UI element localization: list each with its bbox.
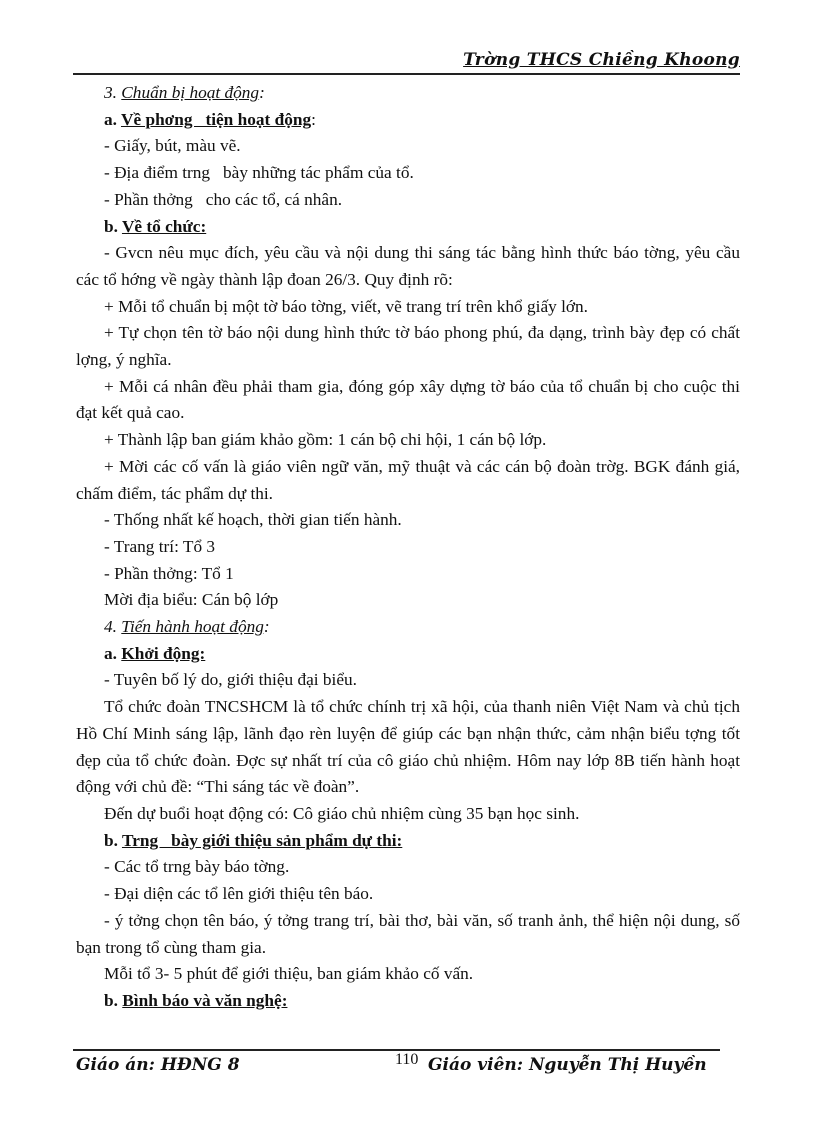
section-3-heading xyxy=(76,80,740,107)
paragraph: - Gvcn nêu mục đích, yêu cầu và nội dung thi sáng tác bằng hình thức báo tờng, yêu cầu các tổ hớng về ngày thành lập đoan 26/3. Quy định rõ: xyxy=(76,243,740,289)
colon: : xyxy=(311,109,316,129)
paragraph: - ý tởng chọn tên báo, ý tởng trang trí, bài thơ, bài văn, số tranh ảnh, thể hiện nội dung, số bạn trong tổ cùng tham gia. xyxy=(76,910,740,957)
paragraph: + Mỗi tổ chuẩn bị một tờ báo tờng, viết, vẽ trang trí trên khổ giấy lớn. xyxy=(104,296,588,316)
footer-lesson: Giáo án: HĐNG 8 xyxy=(76,1055,240,1075)
subsection-prefix: b. xyxy=(104,216,122,236)
colon: : xyxy=(263,617,270,637)
subsection-title: Trng bày giới thiệu sản phẩm dự thi: xyxy=(121,830,403,850)
paragraph: - Thống nhất kế hoạch, thời gian tiến hành. xyxy=(104,510,402,530)
subsection-b-heading xyxy=(76,214,740,241)
subsection-prefix: b. xyxy=(104,830,122,850)
paragraph: - Tuyên bố lý do, giới thiệu đại biểu. xyxy=(104,670,357,690)
page-header xyxy=(73,48,740,75)
subsection-b3-heading xyxy=(76,988,740,1015)
paragraph: + Mỗi cá nhân đều phải tham gia, đóng góp xây dựng tờ báo của tổ chuẩn bị cho cuộc thi đạt kết quả cao. xyxy=(76,376,740,423)
section-number: 3. xyxy=(104,83,122,102)
paragraph: + Mời các cố vấn là giáo viên ngữ văn, mỹ thuật và các cán bộ đoàn trờg. BGK đánh giá, chấm điểm, tác phẩm dự thi. xyxy=(76,456,740,503)
subsection-prefix: b. xyxy=(104,990,123,1010)
colon: : xyxy=(259,83,265,102)
list-item: - Giấy, bút, màu vẽ. xyxy=(104,136,241,156)
list-item: - Phần thởng cho các tổ, cá nhân. xyxy=(104,189,343,209)
subsection-title: Khởi động: xyxy=(121,643,206,663)
list-item: - Địa điểm trng bày những tác phẩm của tổ. xyxy=(104,163,414,183)
document-body xyxy=(76,80,740,1015)
paragraph: Tổ chức đoàn TNCSHCM là tổ chức chính trị xã hội, của thanh niên Việt Nam và chủ tịch Hồ Chí Minh sáng lập, lãnh đạo rèn luyện để giúp các bạn nhận thức, cảm nhận biểu tợng tốt đẹp của tổ chức đoàn. Đợc sự nhất trí của cô giáo chủ nhiệm. Hôm nay lớp 8B tiến hành hoạt động với chủ đề: “Thi sáng tác về đoàn”. xyxy=(76,697,740,797)
section-title: Chuẩn bị hoạt động xyxy=(121,83,260,102)
paragraph: Mỗi tổ 3- 5 phút để giới thiệu, ban giám khảo cố vấn. xyxy=(104,964,474,984)
paragraph: + Thành lập ban giám khảo gồm: 1 cán bộ chi hội, 1 cán bộ lớp. xyxy=(104,430,547,450)
subsection-b2-heading xyxy=(76,828,740,855)
subsection-prefix: a. xyxy=(104,643,122,663)
subsection-a-heading xyxy=(76,107,740,134)
section-number: 4. xyxy=(104,617,122,637)
school-name: Trờng THCS Chiềng Khoong xyxy=(463,50,740,70)
paragraph: + Tự chọn tên tờ báo nội dung hình thức tờ báo phong phú, đa dạng, trình bày đẹp có chất lợng, ý nghĩa. xyxy=(76,323,740,370)
page-number: 110 xyxy=(395,1051,419,1068)
subsection-title: Bình báo và văn nghệ: xyxy=(122,990,288,1010)
paragraph: - Đại diện các tổ lên giới thiệu tên báo. xyxy=(104,884,374,904)
paragraph: - Các tổ trng bày báo tờng. xyxy=(104,857,290,877)
guest-line: Mời địa biểu: Cán bộ lớp xyxy=(104,590,279,610)
paragraph: Đến dự buổi hoạt động có: Cô giáo chủ nhiệm cùng 35 bạn học sinh. xyxy=(104,803,580,823)
subsection-title: Về phơng tiện hoạt động xyxy=(120,109,312,129)
subsection-prefix: a. xyxy=(104,109,121,129)
section-4-heading xyxy=(76,614,740,641)
paragraph: - Phần thởng: Tổ 1 xyxy=(104,563,234,583)
subsection-title: Về tổ chức: xyxy=(121,216,207,236)
subsection-a2-heading xyxy=(76,641,740,668)
paragraph: - Trang trí: Tổ 3 xyxy=(104,536,216,556)
section-title: Tiến hành hoạt động xyxy=(121,617,264,637)
footer-teacher: Giáo viên: Nguyễn Thị Huyền xyxy=(428,1055,707,1075)
